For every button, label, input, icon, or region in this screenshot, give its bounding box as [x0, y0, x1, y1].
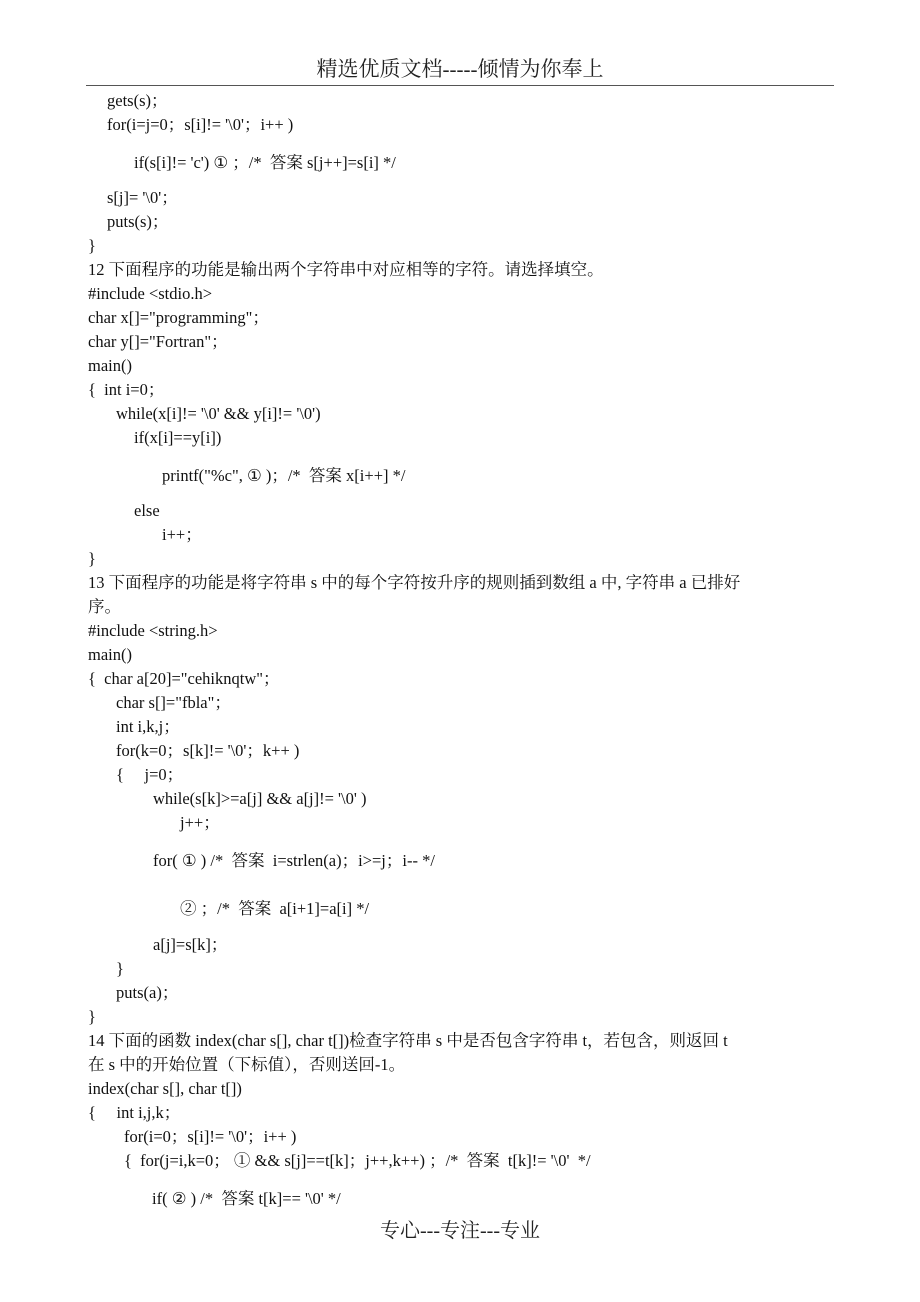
- code-line: char y[]="Fortran"；: [88, 332, 228, 351]
- code-line: { char a[20]="cehiknqtw"；: [88, 669, 280, 688]
- code-line: }: [116, 959, 124, 978]
- header-divider: [86, 85, 834, 86]
- code-line: while(s[k]>=a[j] && a[j]!= '\0' ): [153, 789, 367, 808]
- code-line: main(): [88, 356, 132, 375]
- code-line: j++；: [180, 813, 220, 832]
- code-line: char s[]="fbla"；: [116, 693, 231, 712]
- code-line: i++；: [162, 525, 202, 544]
- code-line: a[j]=s[k]；: [153, 935, 228, 954]
- code-line: }: [88, 549, 96, 568]
- code-line: ② ；/* 答案 a[i+1]=a[i] */: [180, 899, 370, 918]
- question-text: 序。: [88, 597, 121, 616]
- code-line: if( ② ) /* 答案 t[k]== '\0' */: [152, 1189, 341, 1208]
- code-line: int i,k,j；: [116, 717, 180, 736]
- code-line: if(s[i]!= 'c') ① ；/* 答案 s[j++]=s[i] */: [134, 153, 396, 172]
- code-line: for(i=j=0；s[i]!= '\0'；i++ ): [107, 115, 294, 134]
- code-line: }: [88, 1007, 96, 1026]
- question-text: 14 下面的函数 index(char s[], char t[])检查字符串 s 中是否包含字符串 t，若包含，则返回 t: [88, 1031, 728, 1050]
- question-text: 13 下面程序的功能是将字符串 s 中的每个字符按升序的规则插到数组 a 中, 字符串 a 已排好: [88, 573, 741, 592]
- code-line: char x[]="programming"；: [88, 308, 269, 327]
- code-line: else: [134, 501, 160, 520]
- page-footer: 专心---专注---专业: [380, 1220, 540, 1242]
- code-line: }: [88, 236, 96, 255]
- code-line: printf("%c", ① )；/* 答案 x[i++] */: [162, 466, 406, 485]
- code-line: for(k=0；s[k]!= '\0'；k++ ): [116, 741, 300, 760]
- code-line: index(char s[], char t[]): [88, 1079, 242, 1098]
- code-line: #include <string.h>: [88, 621, 218, 640]
- code-line: puts(a)；: [116, 983, 179, 1002]
- code-line: { j=0；: [116, 765, 184, 784]
- code-line: s[j]= '\0'；: [107, 188, 178, 207]
- code-line: #include <stdio.h>: [88, 284, 213, 303]
- code-line: main(): [88, 645, 132, 664]
- code-line: for( ① ) /* 答案 i=strlen(a)；i>=j；i-- */: [153, 851, 435, 870]
- question-text: 在 s 中的开始位置（下标值），否则送回-1。: [88, 1055, 406, 1074]
- code-line: for(i=0；s[i]!= '\0'；i++ ): [124, 1127, 297, 1146]
- code-line: while(x[i]!= '\0' && y[i]!= '\0'): [116, 404, 321, 423]
- question-text: 12 下面程序的功能是输出两个字符串中对应相等的字符。请选择填空。: [88, 260, 604, 279]
- page-header-title: 精选优质文档-----倾情为你奉上: [316, 57, 604, 81]
- code-line: { for(j=i,k=0； ① && s[j]==t[k]；j++,k++) ；/* 答案 t[k]!= '\0' */: [124, 1151, 591, 1170]
- code-line: puts(s)；: [107, 212, 169, 231]
- code-line: { int i=0；: [88, 380, 165, 399]
- code-line: { int i,j,k；: [88, 1103, 181, 1122]
- code-line: gets(s)；: [107, 91, 168, 110]
- code-line: if(x[i]==y[i]): [134, 428, 222, 447]
